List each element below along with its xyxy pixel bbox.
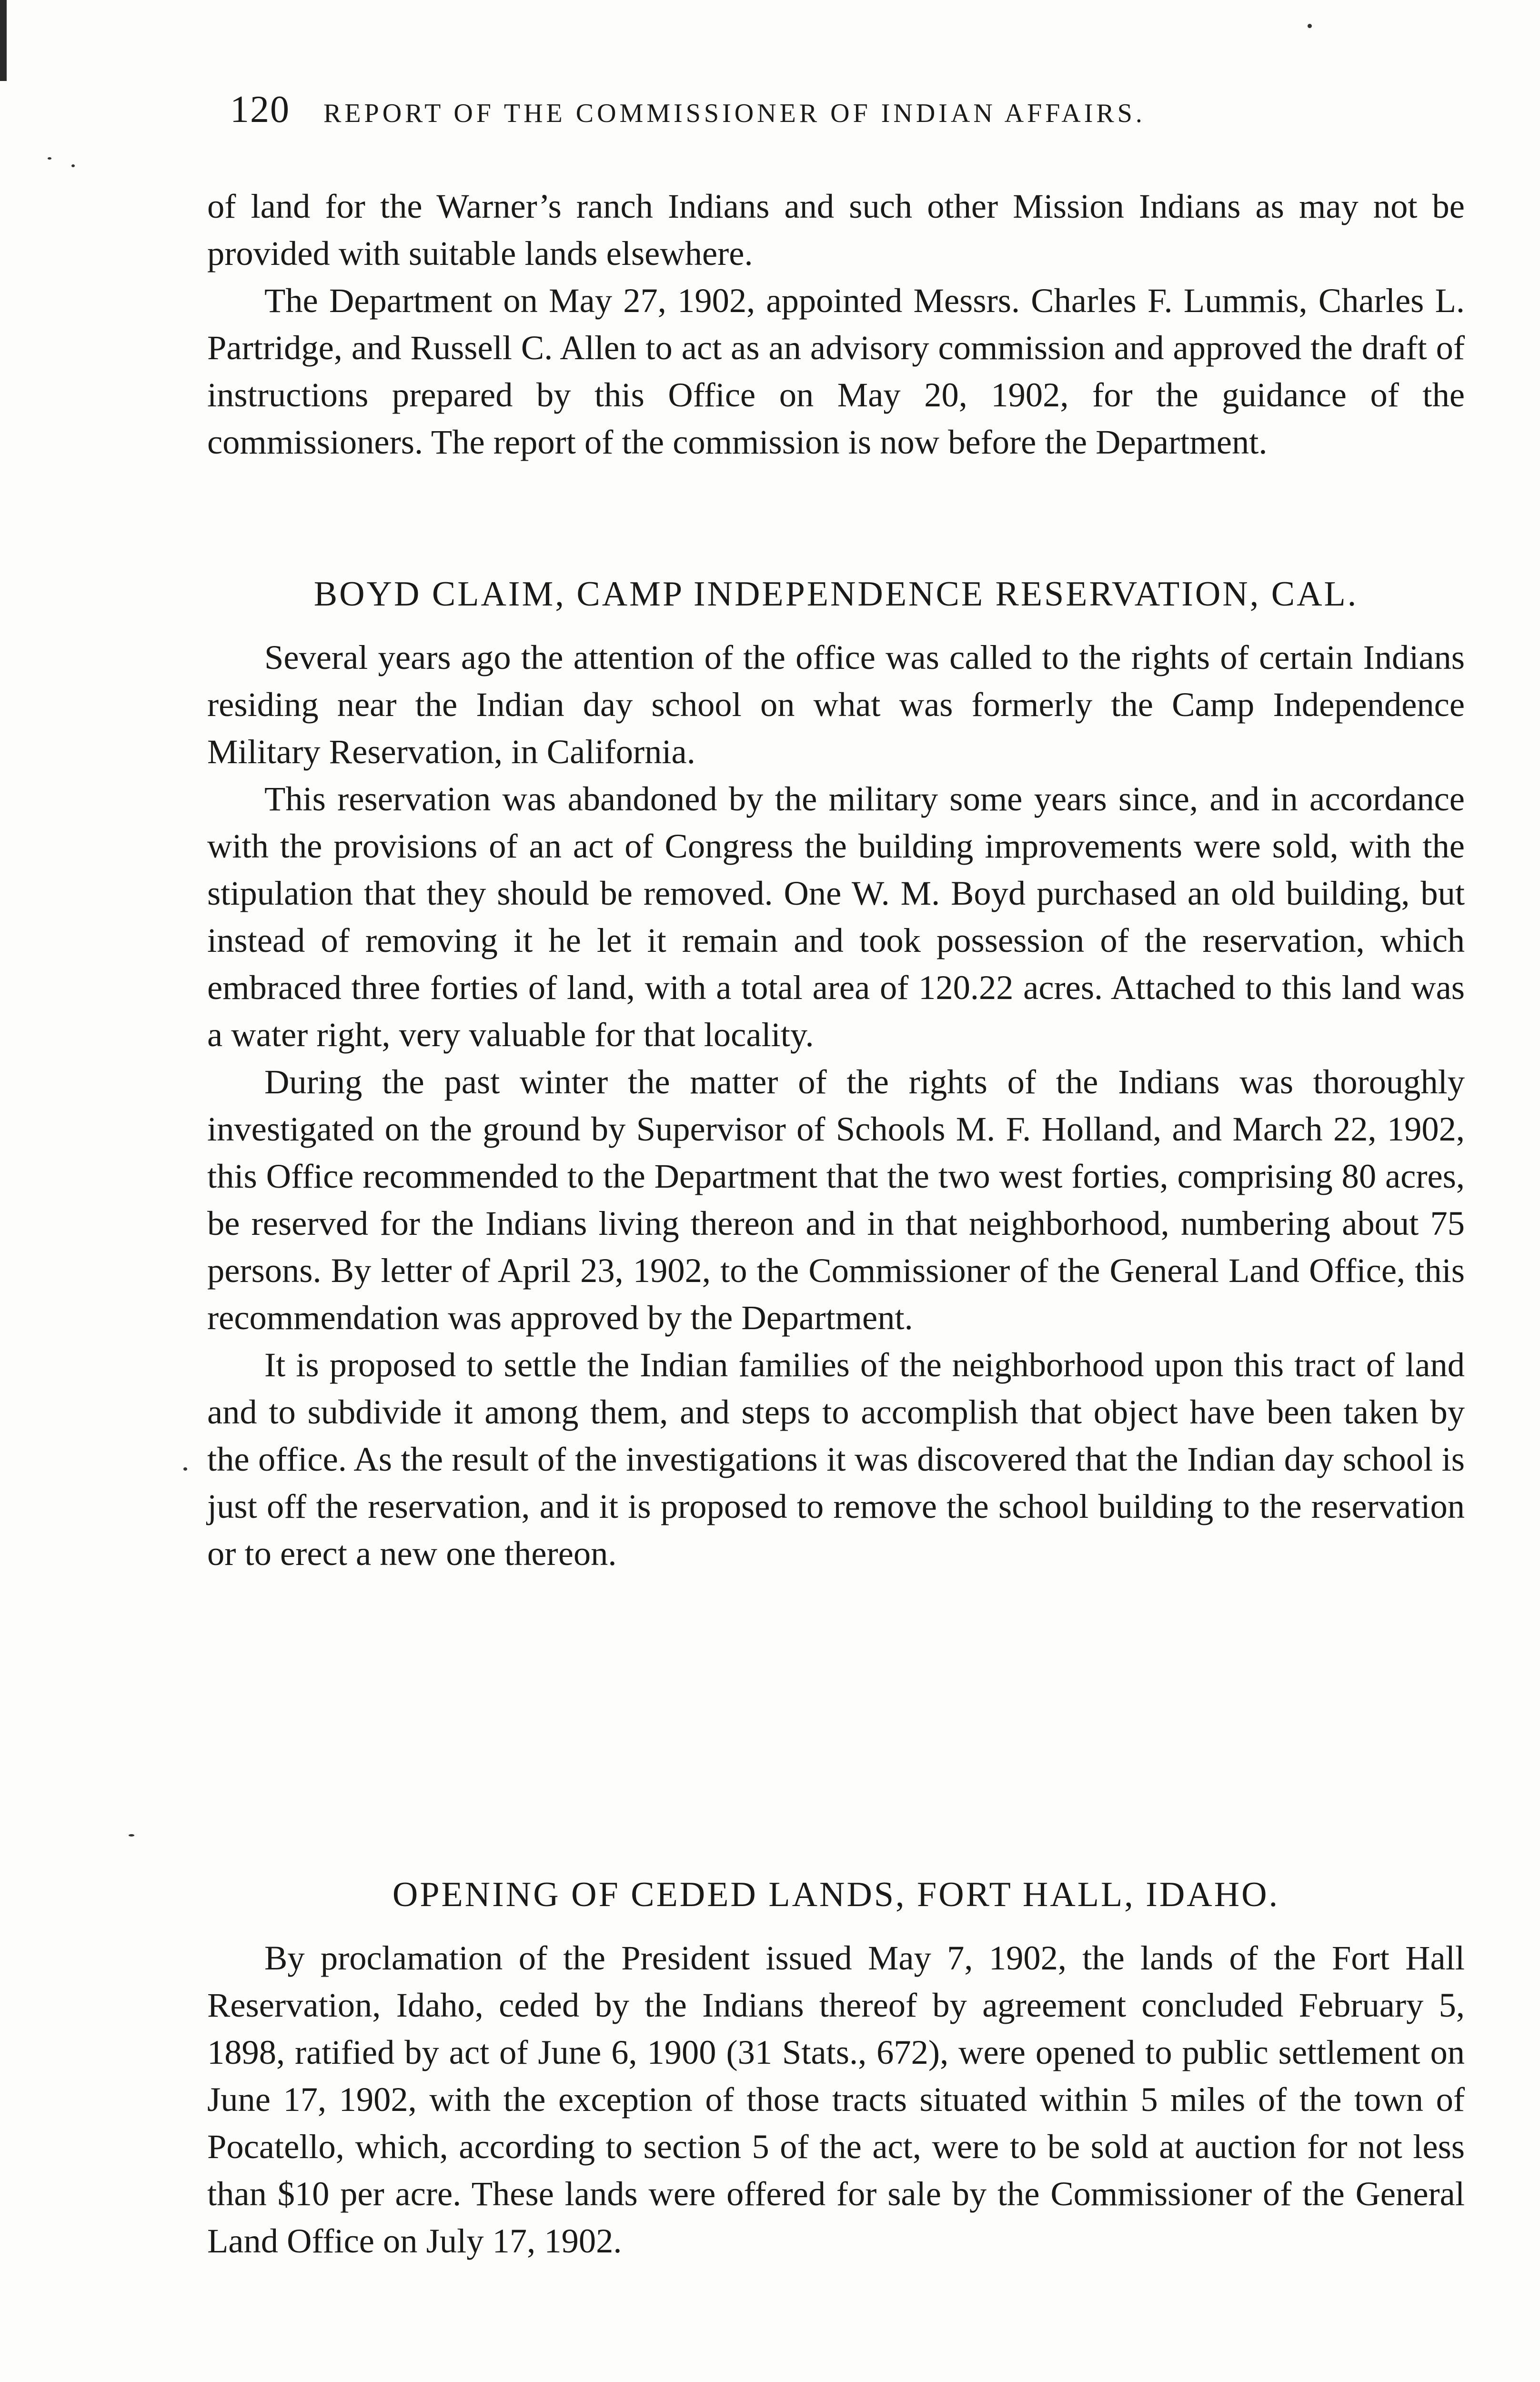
- running-head: [230, 88, 1364, 141]
- section-heading: BOYD CLAIM, CAMP INDEPENDENCE RESERVATION, CAL.: [313, 575, 1359, 614]
- scan-speck: [129, 1834, 134, 1837]
- scan-speck: [48, 157, 51, 160]
- page-number: 120: [230, 89, 290, 131]
- paragraph: It is proposed to settle the Indian families of the neighborhood upon this tract of land and to subdivide it among them, and steps to accomplish that object have been taken by the office. As the result of the investigations it was discovered that the Indian day school is just off the reservation, and it is proposed to remove the school building to the reservation or to erect a new one thereon.: [207, 1345, 1465, 1573]
- paragraph: Several years ago the attention of the office was called to the rights of certain Indians residing near the Indian day school on what was formerly the Camp Independence Military Reservation, in California.: [207, 638, 1465, 771]
- section-continuation: [207, 182, 1465, 465]
- paragraph: The Department on May 27, 1902, appointed Messrs. Charles F. Lummis, Charles L. Partridge, and Russell C. Allen to act as an advisory commission and approved the draft of instructions prepared by this Office on May 20, 1902, for the guidance of the commissioners. The report of the commission is now before the Department.: [207, 281, 1465, 461]
- scan-speck: [183, 1467, 187, 1471]
- paragraph: of land for the Warner’s ranch Indians and such other Mission Indians as may not be provided with suitable lands elsewhere.: [207, 187, 1465, 273]
- section-boyd-claim: [207, 634, 1465, 1577]
- paragraph: This reservation was abandoned by the military some years since, and in accordance with the provisions of an act of Congress the building improvements were sold, with the stipulation that they should be removed. One W. M. Boyd purchased an old building, but instead of removing it he let it remain and took possession of the reservation, which embraced three forties of land, with a total area of 120.22 acres. Attached to this land was a water right, very valuable for that locality.: [207, 779, 1465, 1054]
- section-fort-hall: [207, 1934, 1465, 2264]
- section-heading: OPENING OF CEDED LANDS, FORT HALL, IDAHO.: [392, 1875, 1280, 1914]
- scan-speck: [71, 164, 75, 167]
- paragraph: During the past winter the matter of the rights of the Indians was thoroughly investigated on the ground by Supervisor of Schools M. F. Holland, and March 22, 1902, this Office recommended to the Department that the two west forties, comprising 80 acres, be reserved for the Indians living thereon and in that neighborhood, numbering about 75 persons. By letter of April 23, 1902, to the Commissioner of the General Land Office, this recommendation was approved by the Department.: [207, 1062, 1465, 1337]
- scan-speck: [1308, 24, 1312, 28]
- running-title: REPORT OF THE COMMISSIONER OF INDIAN AFFAIRS.: [323, 99, 1146, 128]
- scan-edge-shadow: [0, 0, 7, 81]
- paragraph: By proclamation of the President issued May 7, 1902, the lands of the Fort Hall Reservation, Idaho, ceded by the Indians thereof by agreement concluded February 5, 1898, ratified by act of June 6, 1900 (31 Stats., 672), were opened to public settlement on June 17, 1902, with the exception of those tracts situated within 5 miles of the town of Pocatello, which, according to section 5 of the act, were to be sold at auction for not less than $10 per acre. These lands were offered for sale by the Commissioner of the General Land Office on July 17, 1902.: [207, 1938, 1465, 2260]
